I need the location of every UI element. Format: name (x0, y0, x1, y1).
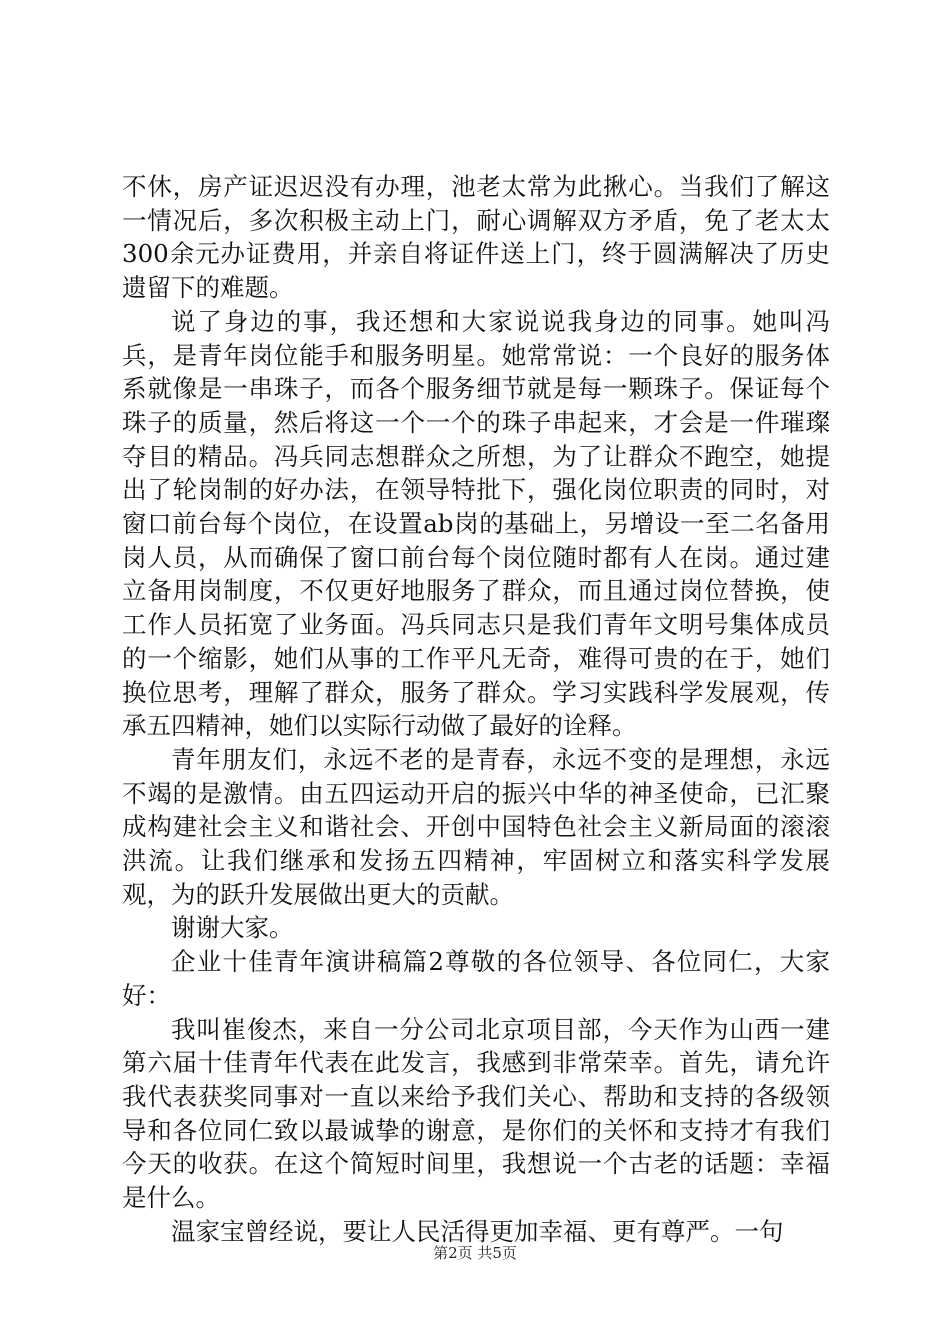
paragraph-1: 不休，房产证迟迟没有办理，池老太常为此揪心。当我们了解这一情况后，多次积极主动上门，耐心调解双方矛盾，免了老太太300余元办证费用，并亲自将证件送上门，终于圆满解决了历史遗留下的难题。 (122, 172, 830, 303)
paragraph-2: 说了身边的事，我还想和大家说说我身边的同事。她叫冯兵，是青年岗位能手和服务明星。她常常说：一个良好的服务体系就像是一串珠子，而各个服务细节就是每一颗珠子。保证每个珠子的质量，然后将这一个一个的珠子串起来，才会是一件璀璨夺目的精品。冯兵同志想群众之所想，为了让群众不跑空，她提出了轮岗制的好办法，在领导特批下，强化岗位职责的同时，对窗口前台每个岗位，在设置ab岗的基础上，另增设一至二名备用岗人员，从而确保了窗口前台每个岗位随时都有人在岗。通过建立备用岗制度，不仅更好地服务了群众，而且通过岗位替换，使工作人员拓宽了业务面。冯兵同志只是我们青年文明号集体成员的一个缩影，她们从事的工作平凡无奇，难得可贵的在于，她们换位思考，理解了群众，服务了群众。学习实践科学发展观，传承五四精神，她们以实际行动做了最好的诠释。 (122, 306, 830, 741)
document-body (122, 170, 830, 1249)
paragraph-3: 青年朋友们，永远不老的是青春，永远不变的是理想，永远不竭的是激情。由五四运动开启的振兴中华的神圣使命，已汇聚成构建社会主义和谐社会、开创中国特色社会主义新局面的滚滚洪流。让我们继承和发扬五四精神，牢固树立和落实科学发展观，为的跃升发展做出更大的贡献。 (122, 744, 830, 909)
paragraph-7: 温家宝曾经说，要让人民活得更加幸福、更有尊严。一句 (171, 1216, 784, 1246)
paragraph-5: 企业十佳青年演讲稿篇2尊敬的各位领导、各位同仁，大家好： (122, 947, 830, 1010)
paragraph-6: 我叫崔俊杰，来自一分公司北京项目部，今天作为山西一建第六届十佳青年代表在此发言，我感到非常荣幸。首先，请允许我代表获奖同事对一直以来给予我们关心、帮助和支持的各级领导和各位同仁致以最诚挚的谢意，是你们的关怀和支持才有我们今天的收获。在这个简短时间里，我想说一个古老的话题：幸福是什么。 (122, 1014, 830, 1213)
paragraph-4: 谢谢大家。 (171, 913, 294, 943)
page-footer: 第2页 共5页 (433, 1244, 517, 1262)
